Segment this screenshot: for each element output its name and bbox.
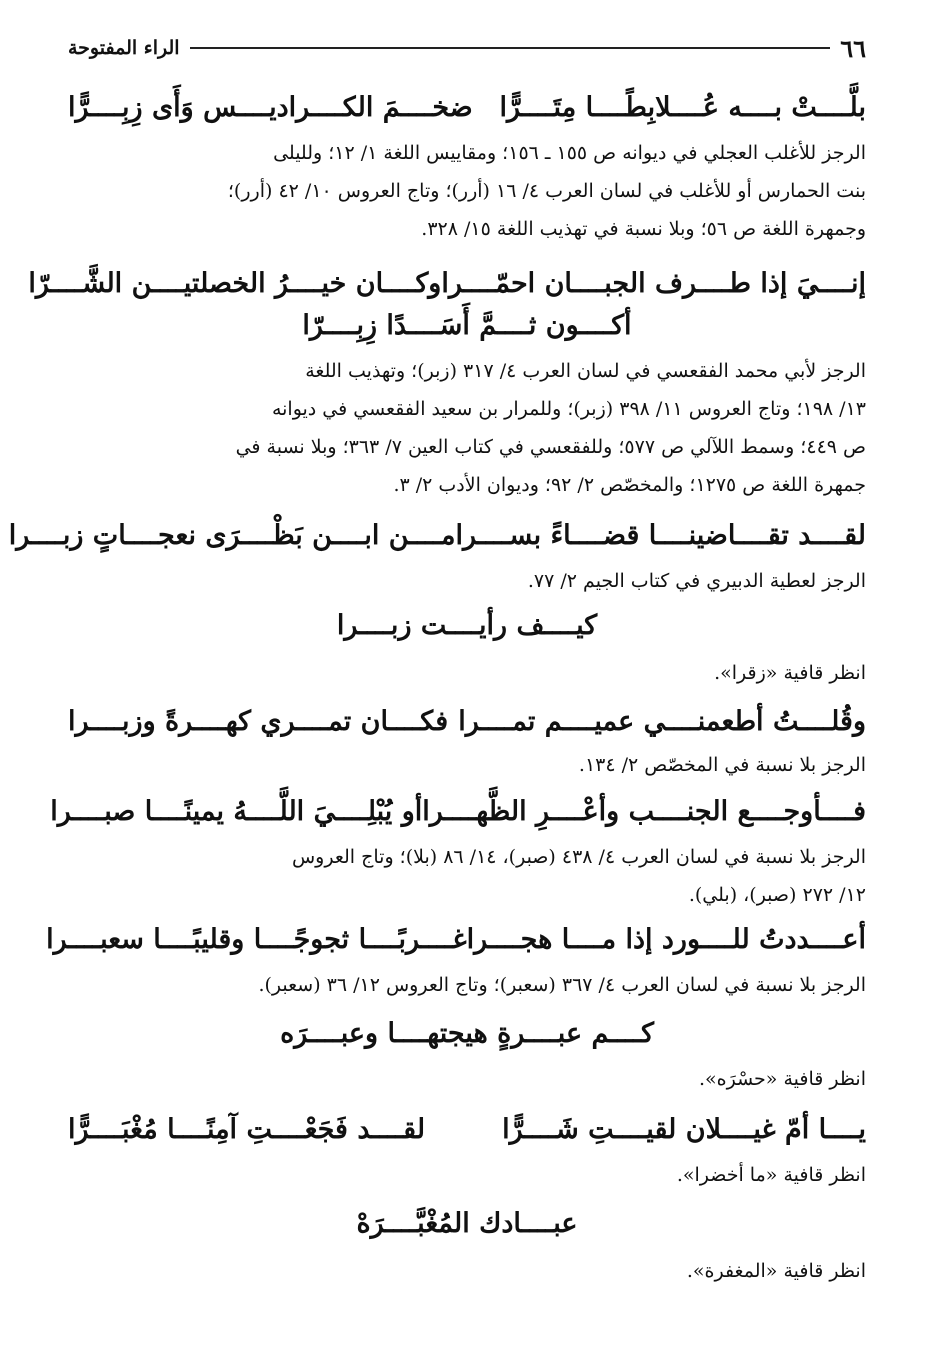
verse-line xyxy=(28,264,866,304)
source-note xyxy=(68,1060,935,1098)
hemistich-second: ضخــــمَ الكــــراديــــس وَأَى زِبِــــرًّا xyxy=(68,92,473,123)
running-title: الراء المفتوحة xyxy=(68,37,180,59)
note-line: الرجز لأبي محمد الفقعسي في لسان العرب ٤/ ٣١٧ (زبر)؛ وتهذيب اللغة xyxy=(305,360,866,382)
note-line: ١٣/ ١٩٨؛ وتاج العروس ١١/ ٣٩٨ (زبر)؛ وللمرار بن سعيد الفقعسي في ديوانه xyxy=(271,398,866,420)
source-note xyxy=(68,562,935,600)
verse-line-single: كيــــف رأيــــت زبــــرا xyxy=(336,610,598,641)
source-note xyxy=(68,1252,935,1290)
hemistich-first: لقــــد تقــــاضينــــا قضــــاءً بســــرا xyxy=(455,520,866,551)
note-line: ١٢/ ٢٧٢ (صبر)، (بلي). xyxy=(688,884,866,906)
note-line: وجمهرة اللغة ص ٥٦؛ وبلا نسبة في تهذيب اللغة ١٥/ ٣٢٨. xyxy=(421,218,866,240)
note-line: الرجز بلا نسبة في المخصّص ٢/ ١٣٤. xyxy=(578,754,866,776)
source-note xyxy=(68,746,935,784)
note-line: الرجز بلا نسبة في لسان العرب ٤/ ٣٦٧ (سعبر)؛ وتاج العروس ١٢/ ٣٦ (سعبر). xyxy=(258,974,866,996)
verse-entry xyxy=(68,1204,866,1244)
hemistich-second: مــــن ابــــن بَظْــــرَى نعجــــاتٍ زبــــرا xyxy=(8,520,456,551)
note-line: بنت الحمارس أو للأغلب في لسان العرب ٤/ ١٦ (أرر)؛ وتاج العروس ١٠/ ٤٢ (أرر)؛ xyxy=(227,180,866,202)
source-note xyxy=(68,1156,935,1194)
verse-line-single: كــــم عبــــرةٍ هيجتهــــا وعبــــرَه xyxy=(280,1018,654,1049)
hemistich-first: وقُلــــتُ أطعمنــــي عميــــم تمــــرا xyxy=(458,706,866,737)
source-note xyxy=(68,654,935,692)
hemistich-second: أو يُبْلِــــيَ اللَّــــهُ يمينًــــا صبــــرا xyxy=(50,796,423,827)
note-line: انظر قافية «المغفرة». xyxy=(686,1260,866,1282)
header-rule xyxy=(190,47,831,49)
verse-line-single: عبــــادك المُغْبَّــــرَهْ xyxy=(356,1208,578,1239)
hemistich-second: غــــربًــــا ثجوجًــــا وقليبًــــا سعبــــرا xyxy=(46,924,467,955)
verse-entry xyxy=(68,88,866,128)
note-line: انظر قافية «زقرا». xyxy=(714,662,866,684)
source-note xyxy=(68,390,866,504)
note-line: انظر قافية «حسْرَه». xyxy=(698,1068,866,1090)
verse-entry xyxy=(68,606,866,646)
verse-entry xyxy=(50,792,866,832)
source-note xyxy=(68,876,866,914)
page-number: ٦٦ xyxy=(840,33,866,63)
verse-line xyxy=(46,920,866,960)
hemistich-second: فكــــان تمــــري كهــــرةً وزبــــرا xyxy=(68,706,449,737)
verse-line-single: أكــــون ثــــمَّ أَسَــــدًا زِبِــــرّا xyxy=(302,310,632,341)
verse-line xyxy=(68,88,866,128)
note-line: الرجز لعطية الدبيري في كتاب الجيم ٢/ ٧٧. xyxy=(527,570,866,592)
hemistich-first: يــــا أمّ غيــــلان لقيــــتِ شَــــرًّا xyxy=(502,1114,866,1145)
verse-line xyxy=(68,702,866,742)
verse-entry xyxy=(46,920,866,960)
note-line: الرجز بلا نسبة في لسان العرب ٤/ ٤٣٨ (صبر)، ١٤/ ٨٦ (بلا)؛ وتاج العروس xyxy=(291,846,866,868)
source-note xyxy=(68,352,935,390)
verse-entry xyxy=(68,1014,866,1054)
source-note xyxy=(68,172,866,248)
note-line: الرجز للأغلب العجلي في ديوانه ص ١٥٥ ـ ١٥٦؛ ومقاييس اللغة ١/ ١٢؛ ولليلى xyxy=(273,142,866,164)
note-line: انظر قافية «ما أخضرا». xyxy=(676,1164,866,1186)
source-note xyxy=(68,966,935,1004)
verse-entry xyxy=(68,702,866,742)
note-line: ص ٤٤٩؛ وسمط اللآلي ص ٥٧٧؛ وللفقعسي في كتاب العين ٧/ ٣٦٣؛ وبلا نسبة في xyxy=(235,436,866,458)
hemistich-first: إنــــيَ إذا طــــرف الجبــــان احمّــــرا xyxy=(441,268,866,299)
source-note xyxy=(68,838,935,876)
source-note xyxy=(68,134,935,172)
hemistich-first: بلَّــــتْ بــــه عُــــلابِطًــــا مِتَــــرًّا xyxy=(499,92,866,123)
hemistich-second: لقــــد فَجَعْــــتِ آمِنًــــا مُغْبَــــرًّا xyxy=(68,1114,426,1145)
verse-entry xyxy=(68,1110,866,1150)
page-header xyxy=(68,30,866,66)
verse-entry xyxy=(8,516,866,556)
hemistich-first: فــــأوجــــع الجنــــب وأعْــــرِ الظَّهــــرا xyxy=(422,796,866,827)
verse-line xyxy=(68,1110,866,1150)
note-line: جمهرة اللغة ص ١٢٧٥؛ والمخصّص ٢/ ٩٢؛ وديوان الأدب ٢/ ٣. xyxy=(393,474,866,496)
hemistich-first: أعــــددتُ للــــورد إذا مــــا هجــــرا xyxy=(466,924,866,955)
hemistich-second: وكــــان خيــــرُ الخصلتيــــن الشَّــــرّا xyxy=(28,268,442,299)
verse-line xyxy=(8,516,866,556)
verse-line xyxy=(50,792,866,832)
verse-entry xyxy=(28,264,866,346)
